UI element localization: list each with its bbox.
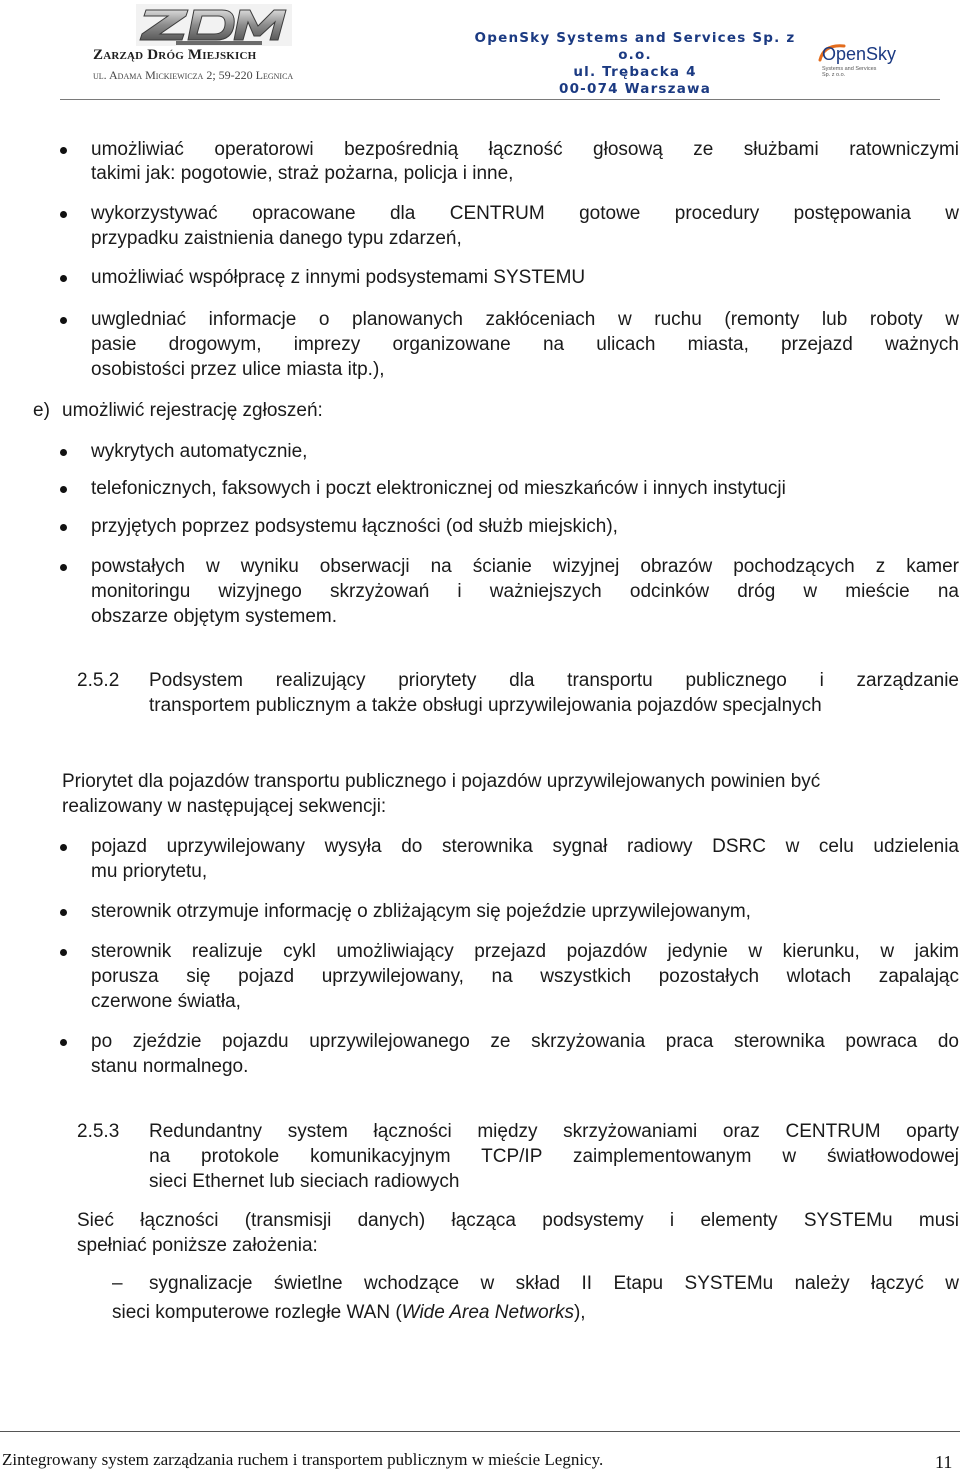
- svg-text:Systems and Services: Systems and Services: [822, 66, 877, 72]
- footer-divider: [0, 1431, 960, 1432]
- bullet-icon: [60, 844, 67, 851]
- list2-item2-line1: telefonicznych, faksowych i poczt elektronicznej od mieszkańców i innych instytucji: [91, 478, 786, 499]
- section-253-title-line1: Redundantny system łączności między skrzyżowaniami oraz CENTRUM oparty: [149, 1121, 959, 1142]
- list2-item4-line1: powstałych w wyniku obserwacji na ścianie wizyjnej obrazów pochodzących z kamer: [91, 556, 959, 577]
- dash-item-line2: [112, 1302, 586, 1324]
- list2-item4-line2: monitoringu wizyjnego skrzyżowań i ważniejszych odcinków dróg w mieście na: [91, 581, 959, 602]
- list1-item2-line2: przypadku zaistnienia danego typu zdarzeń,: [91, 228, 462, 249]
- svg-text:Sp. z o.o.: Sp. z o.o.: [822, 72, 846, 78]
- page-number: 11: [935, 1452, 953, 1472]
- opensky-city: 00-074 Warszawa: [558, 81, 712, 97]
- zdm-name: Zarząd Dróg Miejskich: [93, 47, 257, 63]
- list1-item1-line1: umożliwiać operatorowi bezpośrednią łączność głosową ze służbami ratowniczymi: [91, 139, 959, 160]
- bullet-icon: [60, 949, 67, 956]
- section-253-title-line3: sieci Ethernet lub sieciach radiowych: [149, 1171, 460, 1192]
- dash-item-line1: sygnalizacje świetlne wchodzące w skład II Etapu SYSTEMu należy łączyć w: [149, 1273, 959, 1294]
- zdm-logo: [136, 4, 292, 46]
- point-e-text: umożliwić rejestrację zgłoszeń:: [62, 400, 323, 421]
- bullet-icon: [60, 147, 67, 154]
- list1-item3-line1: umożliwiać współpracę z innymi podsystemami SYSTEMU: [91, 267, 586, 288]
- list1-item1-line2: takimi jak: pogotowie, straż pożarna, policja i inne,: [91, 163, 514, 184]
- list2-item3-line1: przyjętych poprzez podsystemu łączności (od służb miejskich),: [91, 516, 618, 537]
- list1-item4-line1: uwgledniać informacje o planowanych zakłóceniach w ruchu (remonty lub roboty w: [91, 309, 959, 330]
- opensky-street: ul. Trębacka 4: [573, 64, 697, 80]
- list2-item4-line3: obszarze objętym systemem.: [91, 606, 338, 627]
- bullet-icon: [60, 486, 67, 493]
- page-header: [0, 0, 960, 100]
- list3-item4-line2: stanu normalnego.: [91, 1056, 249, 1077]
- section-253-title-line2: na protokole komunikacyjnym TCP/IP zaimplementowanym w światłowodowej: [149, 1146, 959, 1167]
- bullet-icon: [60, 211, 67, 218]
- list3-item2-line1: sterownik otrzymuje informację o zbliżającym się pojeździe uprzywilejowanym,: [91, 901, 751, 922]
- svg-text:OpenSky: OpenSky: [822, 44, 897, 64]
- list1-item4-line3: osobistości przez ulice miasta itp.),: [91, 359, 385, 380]
- bullet-icon: [60, 449, 67, 456]
- list1-item2-line1: wykorzystywać opracowane dla CENTRUM gotowe procedury postępowania w: [91, 203, 959, 224]
- bullet-icon: [60, 1039, 67, 1046]
- section-252-title-line2: transportem publicznym a także obsługi uprzywilejowania pojazdów specjalnych: [149, 695, 822, 716]
- para2-line1: Sieć łączności (transmisji danych) łącząca podsystemy i elementy SYSTEMu musi: [77, 1210, 959, 1231]
- point-e-label: e): [33, 400, 50, 421]
- list3-item1-line2: mu priorytetu,: [91, 861, 208, 882]
- footer-title: Zintegrowany system zarządzania ruchem i transportem publicznym w mieście Legnicy.: [2, 1450, 604, 1469]
- para2-line2: spełniać poniższe założenia:: [77, 1235, 318, 1256]
- bullet-icon: [60, 909, 67, 916]
- dash-item-line2-italic: Wide Area Networks: [401, 1302, 574, 1323]
- list3-item1-line1: pojazd uprzywilejowany wysyła do sterownika sygnał radiowy DSRC w celu udzielenia: [91, 836, 959, 857]
- list3-item3-line3: czerwone światła,: [91, 991, 241, 1012]
- dash-item-line2-pre: sieci komputerowe rozległe WAN (: [112, 1302, 402, 1323]
- dash-bullet: –: [112, 1273, 123, 1294]
- bullet-icon: [60, 275, 67, 282]
- section-252-title-line1: Podsystem realizujący priorytety dla transportu publicznego i zarządzanie: [149, 670, 959, 691]
- header-divider: [60, 99, 940, 100]
- bullet-icon: [60, 524, 67, 531]
- list3-item3-line1: sterownik realizuje cykl umożliwiający przejazd pojazdów jedynie w kierunku, w jakim: [91, 941, 959, 962]
- list2-item1-line1: wykrytych automatycznie,: [91, 441, 308, 462]
- dash-item-line2-post: ),: [573, 1302, 586, 1323]
- list3-item4-line1: po zjeździe pojazdu uprzywilejowanego ze skrzyżowania praca sterownika powraca do: [91, 1031, 959, 1052]
- opensky-logo: [814, 38, 934, 78]
- list1-item4-line2: pasie drogowym, imprezy organizowane na ulicach miasta, przejazd ważnych: [91, 334, 959, 355]
- para1-line2: realizowany w następującej sekwencji:: [62, 796, 387, 817]
- section-252-number: 2.5.2: [77, 670, 120, 691]
- opensky-address-block: [470, 30, 800, 98]
- zdm-address: ul. Adama Mickiewicza 2; 59-220 Legnica: [93, 68, 294, 82]
- bullet-icon: [60, 317, 67, 324]
- para1-line1: Priorytet dla pojazdów transportu publicznego i pojazdów uprzywilejowanych powinien być: [62, 771, 821, 792]
- list3-item3-line2: porusza się pojazd uprzywilejowany, na wszystkich pozostałych wlotach zapalając: [91, 966, 959, 987]
- section-253-number: 2.5.3: [77, 1121, 120, 1142]
- opensky-company: OpenSky Systems and Services Sp. z o.o.: [474, 30, 796, 63]
- bullet-icon: [60, 564, 67, 571]
